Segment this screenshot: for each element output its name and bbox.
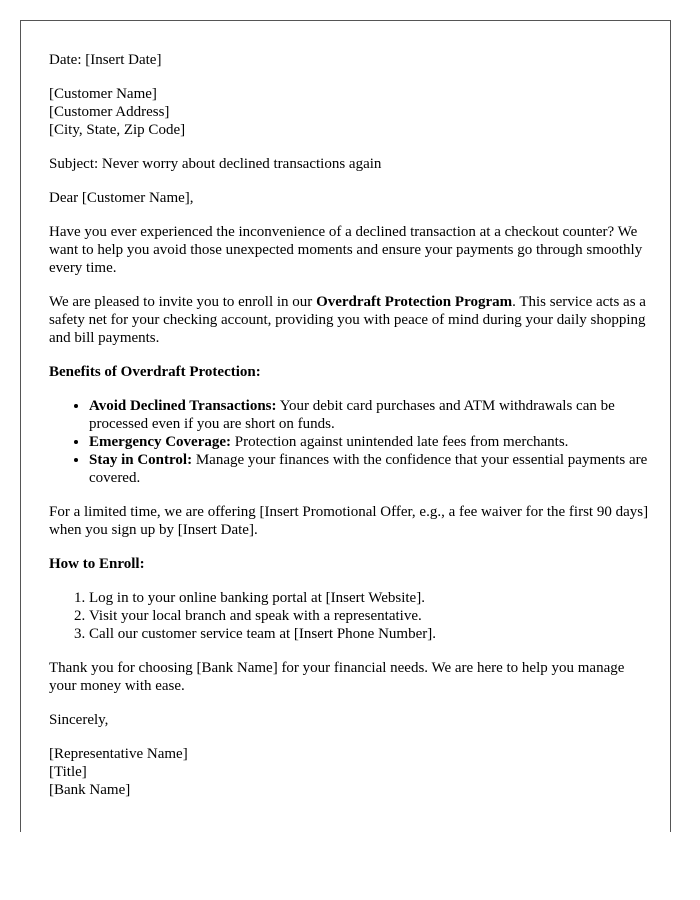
signature-bank: [Bank Name] (49, 782, 131, 798)
list-item: 3. Call our customer service team at [Insert Phone Number]. (89, 625, 650, 643)
benefit-title: Emergency Coverage: (89, 434, 232, 450)
benefit-text: Your debit card purchases and ATM withdrawals can be processed even if you are short on funds. (89, 398, 615, 432)
list-item (89, 397, 650, 433)
benefits-heading (49, 363, 650, 381)
signature-block (49, 745, 650, 799)
invite-paragraph (49, 293, 650, 347)
program-name: Overdraft Protection Program (316, 294, 513, 310)
invite-text-after: . This service acts as a safety net for your checking account, providing you with peace of mind during your daily shopping and bill payments. (49, 294, 646, 346)
enroll-heading (49, 555, 650, 573)
invite-text-before: We are pleased to invite you to enroll in our (49, 294, 317, 310)
benefits-heading-text: Benefits of Overdraft Protection: (49, 364, 261, 380)
thanks-paragraph: Thank you for choosing [Bank Name] for your financial needs. We are here to help you manage your money with ease. (49, 660, 625, 694)
offer-paragraph: For a limited time, we are offering [Insert Promotional Offer, e.g., a fee waiver for the first 90 days] when you sign up by [Insert Date]. (49, 504, 649, 538)
closing: Sincerely, (49, 712, 109, 728)
recipient-city-state-zip: [City, State, Zip Code] (49, 122, 186, 138)
intro-paragraph: Have you ever experienced the inconvenience of a declined transaction at a checkout counter? We want to help you avoid those unexpected moments and ensure your payments go through smoothly every time. (49, 224, 643, 276)
enroll-heading-text: How to Enroll: (49, 556, 145, 572)
salutation: Dear [Customer Name], (49, 190, 194, 206)
benefit-text: Protection against unintended late fees from merchants. (231, 434, 569, 450)
recipient-block (49, 85, 650, 139)
benefit-title: Stay in Control: (89, 452, 193, 468)
letter-page (20, 20, 671, 832)
benefits-list (49, 397, 650, 487)
benefit-title: Avoid Declined Transactions: (89, 398, 277, 414)
signature-name: [Representative Name] (49, 746, 188, 762)
list-item (89, 451, 650, 487)
list-item: 1. Log in to your online banking portal at [Insert Website]. (89, 589, 650, 607)
recipient-address: [Customer Address] (49, 104, 170, 120)
list-item (89, 433, 650, 451)
recipient-name: [Customer Name] (49, 86, 157, 102)
list-item: 2. Visit your local branch and speak with a representative. (89, 607, 650, 625)
signature-title: [Title] (49, 764, 87, 780)
benefit-text: Manage your finances with the confidence that your essential payments are covered. (89, 452, 648, 486)
date-line: Date: [Insert Date] (49, 52, 162, 68)
enroll-steps-list (49, 589, 650, 643)
subject-line: Subject: Never worry about declined transactions again (49, 156, 382, 172)
